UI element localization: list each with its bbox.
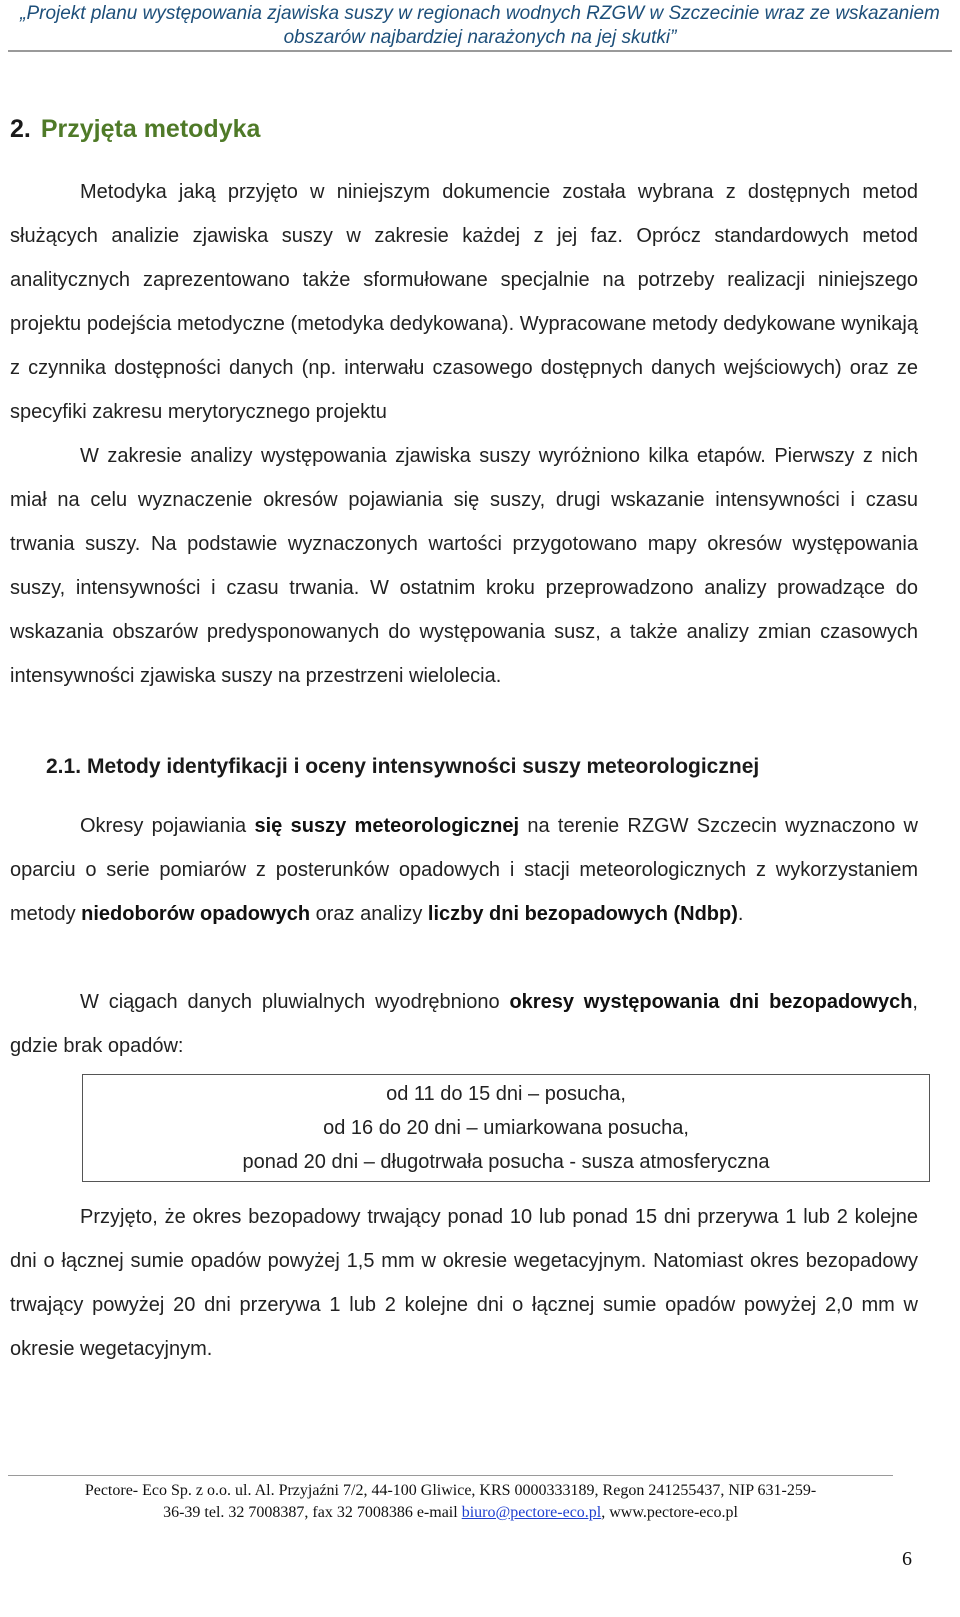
paragraph-dry-days: [10, 980, 918, 1068]
page-number: 6: [902, 1548, 912, 1570]
footer-line-1: Pectore- Eco Sp. z o.o. ul. Al. Przyjaźni 7/2, 44-100 Gliwice, KRS 0000333189, Regon 241255437, NIP 631-259-: [84, 1482, 817, 1499]
p4-bold-dry-periods: okresy występowania dni bezopadowych: [509, 991, 913, 1013]
page-header: [8, 0, 952, 52]
dry-period-classification-box: [82, 1074, 930, 1182]
p4-text-1: W ciągach danych pluwialnych wyodrębniono: [80, 991, 510, 1013]
section-number: 2.: [10, 115, 31, 143]
email-link[interactable]: biuro@pectore-eco.pl: [461, 1504, 602, 1521]
subsection-heading: [46, 755, 759, 779]
p4-text-2: , gdzie brak opadów:: [10, 991, 918, 1057]
p3-bold-ndbp: liczby dni bezopadowych (Ndbp): [427, 903, 738, 925]
class-line-1: od 11 do 15 dni – posucha,: [386, 1083, 626, 1105]
header-line-1: „Projekt planu występowania zjawiska suszy w regionach wodnych RZGW w Szczecinie wraz ze wskazaniem: [20, 3, 940, 24]
header-line-2: obszarów najbardziej narażonych na jej skutki”: [283, 27, 677, 48]
p3-text-4: .: [737, 903, 744, 925]
class-line-2: od 16 do 20 dni – umiarkowana posucha,: [323, 1117, 689, 1139]
paragraph-rules: Przyjęto, że okres bezopadowy trwający ponad 10 lub ponad 15 dni przerywa 1 lub 2 kolejne dni o łącznej sumie opadów powyżej 1,5 mm w okresie wegetacyjnym. Natomiast okres bezopadowy trwający powyżej 20 dni przerywa 1 lub 2 kolejne dni o łącznej sumie opadów powyżej 2,0 mm w okresie wegetacyjnym.: [10, 1206, 918, 1360]
subsection-number: 2.1.: [46, 755, 82, 778]
p3-text-2: na terenie RZGW Szczecin wyznaczono w oparciu o serie pomiarów z posterunków opadowych i stacji meteorologicznych z wykorzystaniem metody: [10, 815, 918, 925]
paragraph-stages: W zakresie analizy występowania zjawiska suszy wyróżniono kilka etapów. Pierwszy z nich miał na celu wyznaczenie okresów pojawiania się suszy, drugi wskazanie intensywności i czasu trwania suszy. Na podstawie wyznaczonych wartości przygotowano mapy okresów występowania suszy, intensywności i czasu trwania. W ostatnim kroku przeprowadzono analizy prowadzące do wskazania obszarów predysponowanych do występowania susz, a także analizy zmian czasowych intensywności zjawiska suszy na przestrzeni wielolecia.: [10, 445, 918, 687]
p3-text-1: Okresy pojawiania: [80, 815, 255, 837]
footer-line-2: [8, 1502, 893, 1524]
class-line-3: ponad 20 dni – długotrwała posucha - susza atmosferyczna: [242, 1151, 770, 1173]
footer-contact: 36-39 tel. 32 7008387, fax 32 7008386 e-mail: [163, 1504, 462, 1521]
section-title: Przyjęta metodyka: [40, 115, 261, 143]
page-footer: [8, 1475, 893, 1524]
paragraph-meteorological-drought: [10, 804, 918, 936]
footer-website: , www.pectore-eco.pl: [601, 1504, 738, 1521]
p3-bold-drought: się suszy meteorologicznej: [254, 815, 520, 837]
p3-bold-deficits: niedoborów opadowych: [81, 903, 311, 925]
subsection-title: Metody identyfikacji i oceny intensywności suszy meteorologicznej: [87, 755, 760, 778]
p3-text-3: oraz analizy: [310, 903, 428, 925]
paragraph-intro: Metodyka jaką przyjęto w niniejszym dokumencie została wybrana z dostępnych metod służących analizie zjawiska suszy w zakresie każdej z jej faz. Oprócz standardowych metod analitycznych zaprezentowano także sformułowane specjalnie na potrzeby realizacji niniejszego projektu podejścia metodyczne (metodyka dedykowana). Wypracowane metody dedykowane wynikają z czynnika dostępności danych (np. interwału czasowego dostępnych danych wejściowych) oraz ze specyfiki zakresu merytorycznego projektu: [10, 181, 918, 423]
section-heading: [10, 115, 260, 144]
